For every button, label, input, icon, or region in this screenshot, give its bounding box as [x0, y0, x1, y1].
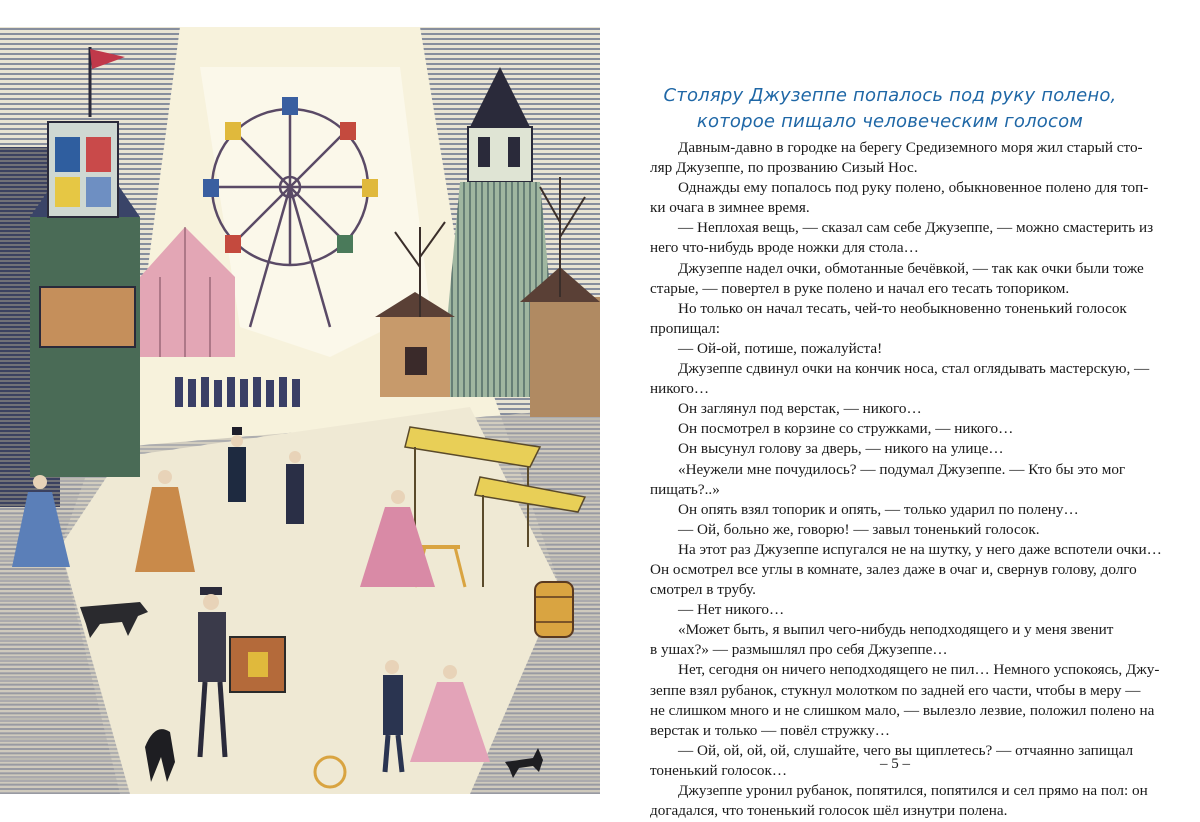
illustration-fairground [0, 27, 600, 794]
text-line: зеппе взял рубанок, стукнул молотком по задней его части, чтобы в меру — [650, 681, 1141, 699]
text-line: не слишком много и не слишком мало, — вылезло лезвие, положил полено на [650, 701, 1155, 719]
text-line: верстак и только — повёл стружку… [650, 721, 890, 739]
text-line: Но только он начал тесать, чей-то необыкновенно тоненький голосок [678, 299, 1127, 317]
text-line: ки очага в зимнее время. [650, 199, 810, 217]
text-line: — Нет никого… [678, 601, 785, 619]
text-line: пропищал: [650, 319, 720, 337]
text-line: Он высунул голову за дверь, — никого на улице… [678, 440, 1004, 458]
text-line: Он посмотрел в корзине со стружками, — никого… [678, 420, 1014, 438]
text-line: Нет, сегодня он ничего неподходящего не пил… Немного успокоясь, Джу- [678, 661, 1160, 679]
text-line: никого… [650, 380, 710, 398]
text-line: «Может быть, я выпил чего-нибудь неподходящего и у меня звенит [678, 621, 1114, 639]
chapter-title-line-2: которое пищало человеческим голосом [696, 111, 1084, 132]
text-line: — Ой, ой, ой, ой, слушайте, чего вы щиплетесь? — отчаянно запищал [678, 741, 1134, 759]
text-line: — Ой, больно же, говорю! — завыл тоненький голосок. [678, 520, 1040, 538]
text-line: смотрел в трубу. [650, 581, 756, 599]
chapter-title-line-1: Столяру Джузеппе попалось под руку полено, [663, 85, 1117, 106]
text-line: Джузеппе уронил рубанок, попятился, попятился и сел прямо на пол: он [678, 782, 1148, 799]
text-line: догадался, что тоненький голосок шёл изнутри полена. [650, 802, 1008, 820]
text-line: него что-нибудь вроде ножки для стола… [650, 239, 919, 257]
text-line: тоненький голосок… [650, 761, 788, 779]
story-text [650, 138, 1162, 821]
text-line: в ушах?» — размышлял про себя Джузеппе… [650, 641, 948, 659]
text-line: старые, — повертел в руке полено и начал его тесать топориком. [650, 279, 1070, 297]
text-line: Джузеппе сдвинул очки на кончик носа, стал оглядывать мастерскую, — [678, 360, 1150, 378]
text-line: Однажды ему попалось под руку полено, обыкновенное полено для топ- [678, 179, 1149, 197]
text-line: Он осмотрел все углы в комнате, залез даже в очаг и, свернув голову, долго [650, 560, 1137, 578]
text-line: На этот раз Джузеппе испугался не на шутку, у него даже вспотели очки… [678, 540, 1162, 558]
text-line: Он опять взял топорик и опять, — только ударил по полену… [678, 500, 1079, 518]
text-line: Давным-давно в городке на берегу Средиземного моря жил старый сто- [678, 139, 1143, 156]
text-line: пищать?..» [650, 480, 720, 498]
text-line: — Ой-ой, потише, пожалуйста! [678, 339, 883, 357]
chapter-title [640, 83, 1140, 135]
text-line: ляр Джузеппе, по прозванию Сизый Нос. [650, 159, 918, 177]
text-line: Он заглянул под верстак, — никого… [678, 400, 922, 418]
text-line: «Неужели мне почудилось? — подумал Джузеппе. — Кто бы это мог [678, 460, 1126, 478]
text-line: Джузеппе надел очки, обмотанные бечёвкой, — так как очки были тоже [678, 259, 1144, 277]
text-line: — Неплохая вещь, — сказал сам себе Джузеппе, — можно смастерить из [678, 219, 1154, 237]
page-number: – 5 – [880, 756, 910, 772]
